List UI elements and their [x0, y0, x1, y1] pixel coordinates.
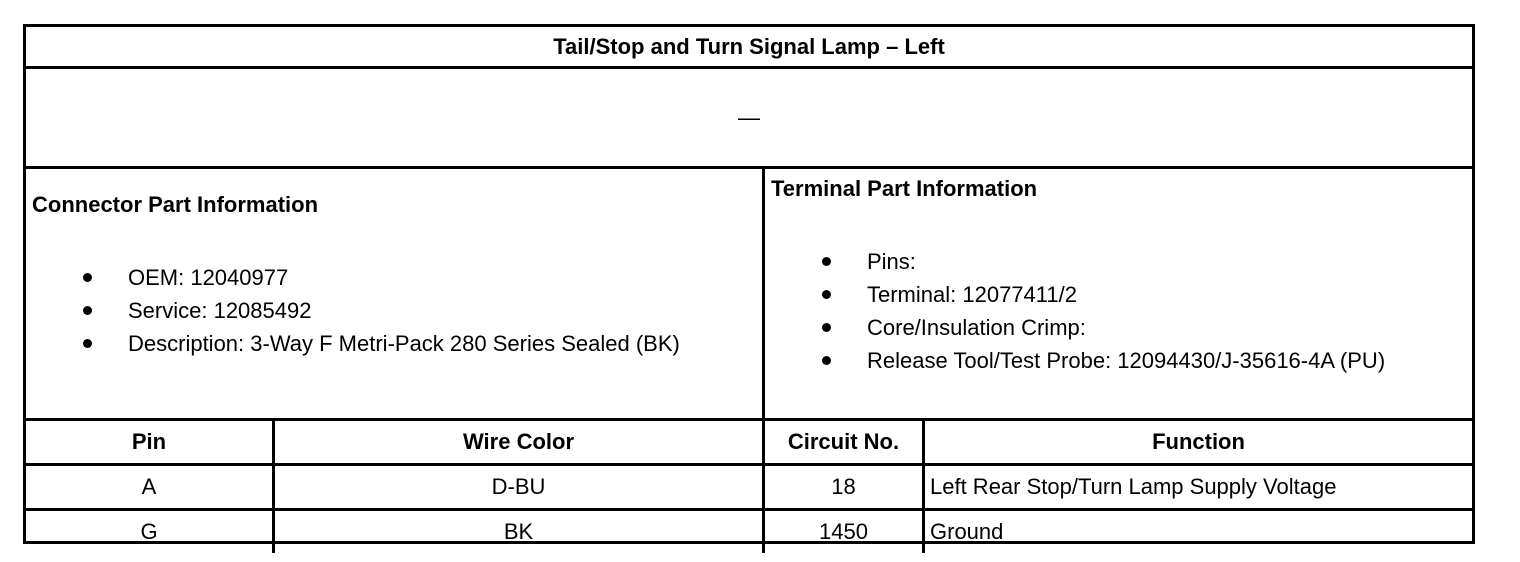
connector-part-list — [26, 261, 680, 360]
connector-item-service — [26, 294, 680, 327]
bullet-icon — [822, 257, 831, 266]
bullet-icon — [822, 323, 831, 332]
terminal-item-text: Pins: — [867, 249, 916, 274]
connector-end-view-table — [23, 24, 1475, 544]
part-information-row — [26, 169, 1472, 421]
column-header-pin: Pin — [26, 421, 275, 463]
column-header-circuit-no: Circuit No. — [765, 421, 925, 463]
bullet-icon — [83, 339, 92, 348]
circuit-no-cell: 1450 — [765, 511, 925, 553]
circuit-no-cell: 18 — [765, 466, 925, 508]
wire-color-cell: D-BU — [275, 466, 765, 508]
terminal-item-pins — [765, 245, 1385, 278]
terminal-part-information — [765, 169, 1472, 418]
bullet-icon — [822, 356, 831, 365]
terminal-item-text: Terminal: 12077411/2 — [867, 282, 1077, 307]
pin-table — [26, 421, 1472, 553]
bullet-icon — [83, 306, 92, 315]
terminal-item-crimp — [765, 311, 1385, 344]
wire-color-cell: BK — [275, 511, 765, 553]
image-placeholder-dash: — — [738, 104, 760, 130]
function-cell: Left Rear Stop/Turn Lamp Supply Voltage — [930, 474, 1337, 499]
connector-item-oem — [26, 261, 680, 294]
column-header-wire-color: Wire Color — [275, 421, 765, 463]
terminal-item-text: Core/Insulation Crimp: — [867, 315, 1086, 340]
terminal-item-text: Release Tool/Test Probe: 12094430/J-35616-4A (PU) — [867, 348, 1386, 373]
pin-table-header — [26, 421, 1472, 466]
terminal-part-heading: Terminal Part Information — [771, 176, 1038, 201]
terminal-part-list — [765, 245, 1385, 377]
table-row — [26, 511, 1472, 553]
pin-cell: A — [26, 466, 275, 508]
function-cell: Ground — [930, 519, 1004, 544]
connector-image-area — [26, 69, 1472, 169]
table-title — [26, 27, 1472, 69]
bullet-icon — [83, 273, 92, 282]
terminal-item-release-tool — [765, 344, 1385, 377]
terminal-item-terminal — [765, 278, 1385, 311]
connector-item-text: OEM: 12040977 — [128, 265, 289, 290]
connector-item-text: Description: 3-Way F Metri-Pack 280 Series Sealed (BK) — [128, 331, 680, 356]
table-title-text: Tail/Stop and Turn Signal Lamp – Left — [553, 33, 945, 59]
column-header-function: Function — [1152, 429, 1245, 454]
connector-part-heading: Connector Part Information — [32, 192, 319, 217]
table-row — [26, 466, 1472, 511]
connector-part-information — [26, 169, 765, 418]
connector-item-description — [26, 327, 680, 360]
connector-item-text: Service: 12085492 — [128, 298, 312, 323]
bullet-icon — [822, 290, 831, 299]
pin-cell: G — [26, 511, 275, 553]
